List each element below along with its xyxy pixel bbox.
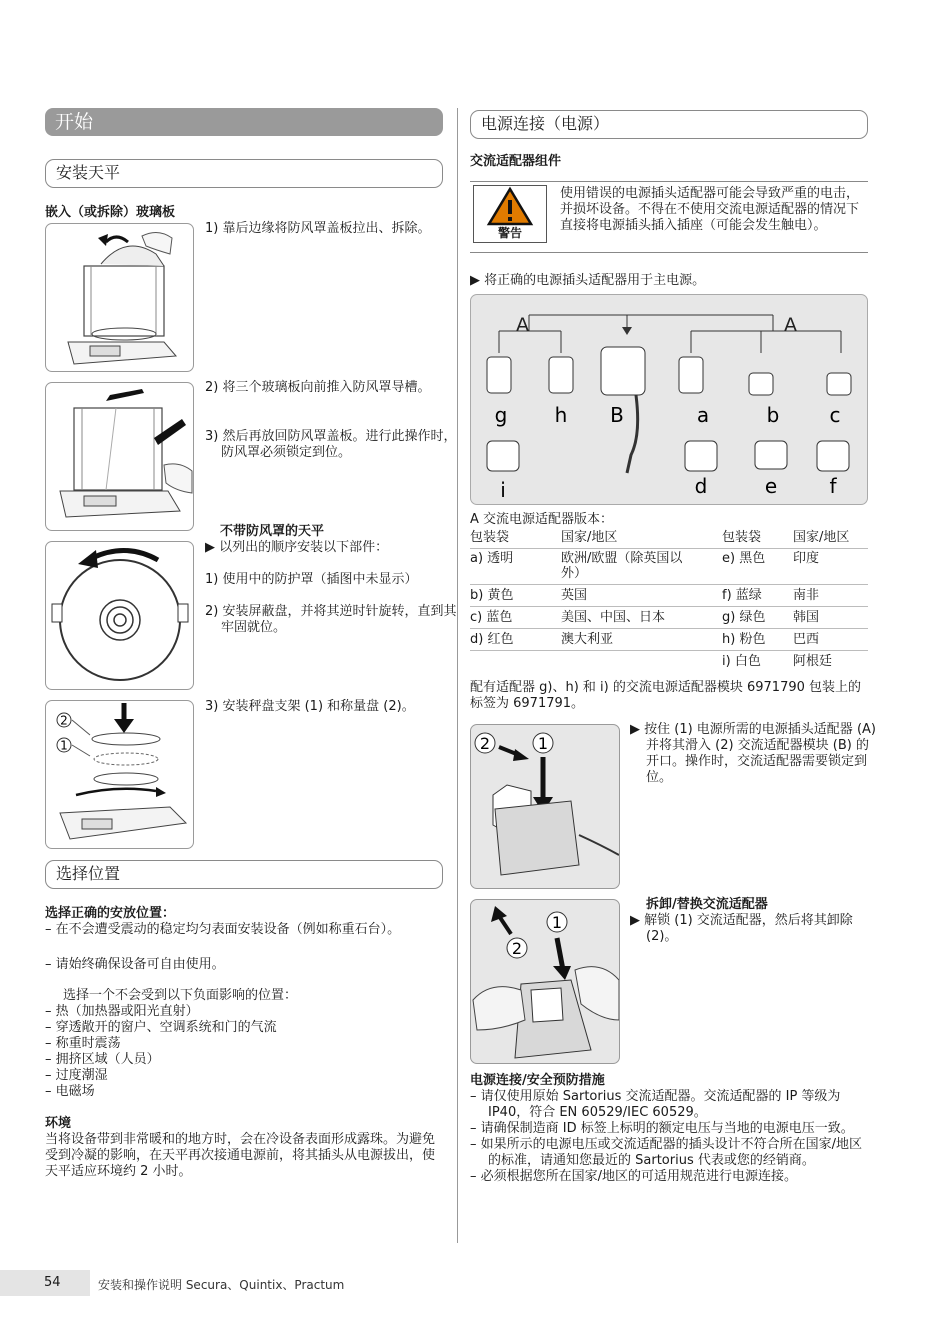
safety-item-rated-voltage: – 请确保制造商 ID 标签上标明的额定电压与当地的电源电压一致。 <box>470 1121 854 1136</box>
table-header-bag: 包装袋 <box>470 530 510 545</box>
plug-label-h: h <box>554 403 568 427</box>
table-row <box>470 629 868 651</box>
warning-triangle-icon <box>474 186 546 226</box>
remove-adapter-heading: 拆卸/替换交流适配器 <box>646 897 768 912</box>
table-cell: f) 蓝绿 <box>722 588 762 603</box>
environment-heading: 环境 <box>45 1116 72 1131</box>
plug-label-f: f <box>829 474 837 498</box>
adapter-table-caption: A 交流电源适配器版本： <box>470 512 614 527</box>
section-heading-choose-location: 选择位置 <box>45 860 443 889</box>
module-label-B: B <box>610 403 624 427</box>
figure-attach-plug-adapter <box>470 724 620 889</box>
page-title: 开始 <box>45 108 443 136</box>
plug-label-d: d <box>694 474 708 498</box>
step-install-shield-disk: 2) 安装屏蔽盘，并将其逆时针旋转，直到其牢固就位。 <box>205 604 457 635</box>
label-A-right: A <box>784 314 797 336</box>
avoid-item-crowded: – 拥挤区域（人员） <box>45 1052 160 1067</box>
adapter-module-note: 配有适配器 g)、h) 和 i) 的交流电源适配器模块 6971790 包装上的标签为 6971791。 <box>470 680 862 711</box>
table-row <box>470 607 868 629</box>
table-cell: 南非 <box>793 588 820 603</box>
avoid-item-humidity: – 过度潮湿 <box>45 1068 108 1083</box>
table-header-bag-2: 包装袋 <box>722 530 762 545</box>
figure-insert-glass-panels <box>45 382 194 531</box>
table-cell: 阿根廷 <box>793 654 833 669</box>
figure-remove-plug-adapter <box>470 899 620 1064</box>
table-cell: b) 黄色 <box>470 588 514 603</box>
no-shield-heading: 不带防风罩的天平 <box>220 524 325 539</box>
plug-label-c: c <box>829 403 841 427</box>
step-remove-lid: 1) 靠后边缘将防风罩盖板拉出、拆除。 <box>205 221 431 236</box>
table-cell: d) 红色 <box>470 632 514 647</box>
label-A-left: A <box>516 314 529 336</box>
safety-list <box>470 1089 870 1185</box>
avoid-item-draft: – 穿透敞开的窗户、空调系统和门的气流 <box>45 1020 277 1035</box>
location-avoid-list <box>45 1004 435 1100</box>
plug-label-b: b <box>766 403 780 427</box>
location-avoid-intro: 选择一个不会受到以下负面影响的位置： <box>63 988 298 1003</box>
safety-item-local-regulations: – 必须根据您所在国家/地区的可适用规范进行电源连接。 <box>470 1169 798 1184</box>
location-subheading: 选择正确的安放位置： <box>45 906 176 921</box>
table-row <box>470 548 868 585</box>
step-push-glass-panels: 2) 将三个玻璃板向前推入防风罩导槽。 <box>205 380 431 395</box>
figure-remove-lid <box>45 223 194 372</box>
step-replace-lid: 3) 然后再放回防风罩盖板。进行此操作时，防风罩必须锁定到位。 <box>205 429 457 460</box>
figure-shield-disk <box>45 541 194 690</box>
plug-label-a: a <box>696 403 710 427</box>
glass-panel-heading: 嵌入（或拆除）玻璃板 <box>45 205 176 220</box>
adapter-components-heading: 交流适配器组件 <box>470 154 562 169</box>
table-row <box>470 651 868 672</box>
adapter-table-header <box>470 527 868 549</box>
table-cell: 印度 <box>793 551 820 566</box>
label-1: 1 <box>551 913 563 932</box>
table-cell: h) 粉色 <box>722 632 766 647</box>
location-item-free-access: – 请始终确保设备可自由使用。 <box>45 957 225 972</box>
table-cell: 韩国 <box>793 610 820 625</box>
avoid-item-vibration: – 称重时震荡 <box>45 1036 121 1051</box>
safety-heading: 电源连接/安全预防措施 <box>470 1073 605 1088</box>
label-2: 2 <box>60 713 68 728</box>
warning-bottom-rule <box>470 252 868 253</box>
table-header-country: 国家/地区 <box>561 530 618 545</box>
adapter-plugs-diagram <box>470 294 868 505</box>
table-cell: 欧洲/欧盟（除英国以外） <box>561 551 683 581</box>
label-1: 1 <box>537 734 549 753</box>
table-header-country-2: 国家/地区 <box>793 530 850 545</box>
footer-title: 安装和操作说明 Secura、Quintix、Practum <box>98 1278 345 1292</box>
table-cell: 澳大利亚 <box>561 632 614 647</box>
environment-text: 当将设备带到非常暖和的地方时，会在冷设备表面形成露珠。为避免受到冷凝的影响，在天平再次接通电源前，将其插头从电源拔出，使天平适应环境约 2 小时。 <box>45 1132 436 1179</box>
plug-label-e: e <box>764 474 778 498</box>
column-divider <box>457 108 458 1243</box>
section-heading-install-balance: 安装天平 <box>45 159 443 188</box>
safety-item-notify-representative: – 如果所示的电源电压或交流适配器的插头设计不符合所在国家/地区的标准，请通知您最近的 Sartorius 代表或您的经销商。 <box>470 1137 863 1168</box>
table-cell: c) 蓝色 <box>470 610 513 625</box>
safety-item-original-adapter: – 请仅使用原始 Sartorius 交流适配器。交流适配器的 IP 等级为 IP40，符合 EN 60529/IEC 60529。 <box>470 1089 841 1120</box>
remove-adapter-instruction: ▶ 解锁 (1) 交流适配器，然后将其卸除 (2)。 <box>630 913 853 944</box>
figure-pan-assembly <box>45 700 194 849</box>
section-heading-power-connection: 电源连接（电源） <box>470 110 868 139</box>
step-install-pan: 3) 安装秤盘支架 (1) 和称量盘 (2)。 <box>205 699 415 714</box>
plug-label-g: g <box>494 403 508 427</box>
location-item-stable-surface: – 在不会遭受震动的稳定均匀表面安装设备（例如称重石台）。 <box>45 922 401 937</box>
label-2: 2 <box>511 939 523 958</box>
warning-top-rule <box>470 181 868 182</box>
label-2: 2 <box>479 734 491 753</box>
table-row <box>470 585 868 607</box>
no-shield-intro: ▶ 以列出的顺序安装以下部件： <box>205 540 389 555</box>
table-cell: g) 绿色 <box>722 610 766 625</box>
table-cell: 英国 <box>561 588 588 603</box>
table-cell: e) 黑色 <box>722 551 766 566</box>
attach-plug-instruction: ▶ 按住 (1) 电源所需的电源插头适配器 (A) 并将其滑入 (2) 交流适配器模块 (B) 的 开口。操作时，交流适配器需要锁定到位。 <box>630 722 876 785</box>
page-number: 54 <box>44 1275 61 1290</box>
avoid-item-heat: – 热（加热器或阳光直射） <box>45 1004 199 1019</box>
table-cell: i) 白色 <box>722 654 761 669</box>
step-use-protective-cover: 1) 使用中的防护罩（插图中未显示） <box>205 572 418 587</box>
table-cell: a) 透明 <box>470 551 514 566</box>
label-1: 1 <box>60 738 68 753</box>
plug-label-i: i <box>500 478 506 502</box>
avoid-item-em-field: – 电磁场 <box>45 1084 95 1099</box>
table-cell: 巴西 <box>793 632 820 647</box>
table-cell: 美国、中国、日本 <box>561 610 666 625</box>
warning-text: 使用错误的电源插头适配器可能会导致严重的电击，并损坏设备。不得在不使用交流电源适配器的情况下直接将电源插头插入插座（可能会发生触电）。 <box>560 186 860 233</box>
warning-label: 警告 <box>497 226 522 240</box>
use-correct-adapter-instruction: ▶ 将正确的电源插头适配器用于主电源。 <box>470 273 706 288</box>
warning-box <box>473 185 547 243</box>
